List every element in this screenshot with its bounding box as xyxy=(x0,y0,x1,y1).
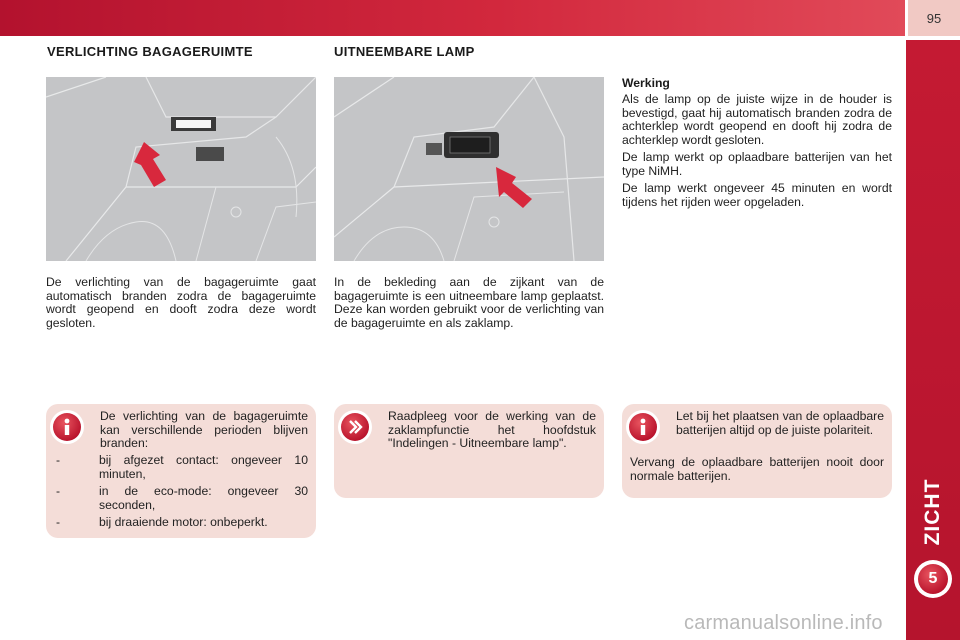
list-item: - bij afgezet contact: ongeveer 10 minuten, xyxy=(56,453,308,481)
info-box-lead: De verlichting van de bagageruimte kan verschillende perioden blijven branden: xyxy=(100,409,308,450)
info-box-reference xyxy=(334,404,604,498)
chapter-sidebar xyxy=(906,40,960,640)
chapter-label: ZICHT xyxy=(921,478,944,546)
info-box-batteries xyxy=(622,404,892,498)
chapter-number: 5 xyxy=(918,564,948,594)
trunk-lighting-text: De verlichting van de bagageruimte gaat automatisch branden zodra de bagageruimte wordt geopend en dooft zodra deze wordt gesloten. xyxy=(46,275,316,330)
operation-paragraph: Als de lamp op de juiste wijze in de houder is bevestigd, gaat hij automatisch branden zodra de achterklep wordt geopend en dooft hij zodra de achterklep wordt gesloten. xyxy=(622,92,892,147)
operation-title: Werking xyxy=(622,76,670,90)
reference-text: Raadpleeg voor de werking van de zaklampfunctie het hoofdstuk "Indelingen - Uitneembare lamp". xyxy=(388,409,596,450)
header-bar xyxy=(0,0,905,36)
chevron-right-icon xyxy=(338,410,372,444)
trunk-light-photo xyxy=(46,77,316,261)
battery-warning-text: Vervang de oplaadbare batterijen nooit door normale batterijen. xyxy=(630,455,884,483)
page-number: 95 xyxy=(908,0,960,36)
removable-lamp-photo xyxy=(334,77,604,261)
operation-paragraph: De lamp werkt op oplaadbare batterijen van het type NiMH. xyxy=(622,150,892,178)
chapter-badge xyxy=(914,560,952,598)
heading-trunk-lighting: VERLICHTING BAGAGERUIMTE xyxy=(47,44,253,59)
watermark: carmanualsonline.info xyxy=(684,612,883,634)
list-item: - bij draaiende motor: onbeperkt. xyxy=(56,515,268,529)
info-box-durations xyxy=(46,404,316,538)
heading-removable-lamp: UITNEEMBARE LAMP xyxy=(334,44,475,59)
list-item: - in de eco-mode: ongeveer 30 seconden, xyxy=(56,484,308,512)
duration-list xyxy=(54,454,308,534)
info-icon xyxy=(626,410,660,444)
polarity-text: Let bij het plaatsen van de oplaadbare batterijen altijd op de juiste polariteit. xyxy=(676,409,884,437)
operation-paragraph: De lamp werkt ongeveer 45 minuten en wordt tijdens het rijden weer opgeladen. xyxy=(622,181,892,209)
removable-lamp-text: In de bekleding aan de zijkant van de bagageruimte is een uitneembare lamp geplaatst. Deze kan worden gebruikt voor de verlichting van de bagageruimte en als zaklamp. xyxy=(334,275,604,330)
operation-section xyxy=(622,76,892,213)
info-icon xyxy=(50,410,84,444)
